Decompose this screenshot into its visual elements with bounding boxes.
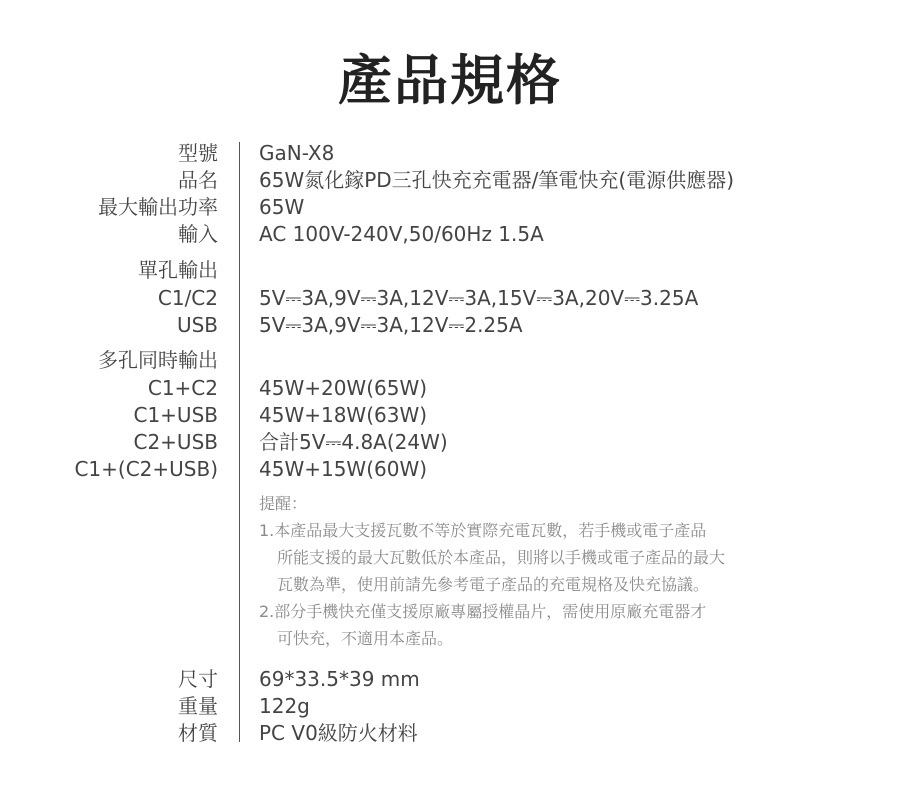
- c1-c2-label: C1+C2: [147, 376, 218, 400]
- c1c2-label: C1/C2: [157, 286, 218, 310]
- c1-c2usb-label: C1+(C2+USB): [74, 457, 218, 481]
- size-label: 尺寸: [178, 667, 218, 691]
- max-output-label: 最大輸出功率: [98, 195, 218, 219]
- page-title: 產品規格: [338, 49, 562, 112]
- column-divider: [239, 142, 240, 742]
- c1-usb-value: 45W+18W(63W): [259, 403, 428, 427]
- notes-line: 瓦數為準，使用前請先參考電子產品的充電規格及快充協議。: [277, 575, 710, 594]
- c1c2-value: 5V⎓3A,9V⎓3A,12V⎓3A,15V⎓3A,20V⎓3.25A: [259, 286, 699, 310]
- input-value: AC 100V-240V,50/60Hz 1.5A: [259, 222, 544, 246]
- material-label: 材質: [178, 721, 218, 745]
- product-name-label: 品名: [178, 168, 218, 192]
- notes-line: 所能支援的最大瓦數低於本產品，則將以手機或電子產品的最大: [277, 548, 726, 567]
- notes-line: 1.本產品最大支援瓦數不等於實際充電瓦數，若手機或電子產品: [259, 521, 707, 540]
- model-label: 型號: [178, 141, 218, 165]
- c2-usb-value: 合計5V⎓4.8A(24W): [259, 430, 448, 454]
- c1-c2-value: 45W+20W(65W): [259, 376, 428, 400]
- c2-usb-label: C2+USB: [133, 430, 218, 454]
- c1-c2usb-value: 45W+15W(60W): [259, 457, 428, 481]
- multi-port-heading: 多孔同時輸出: [98, 348, 218, 372]
- input-label: 輸入: [178, 222, 218, 246]
- model-value: GaN-X8: [259, 141, 335, 165]
- single-port-heading: 單孔輸出: [138, 258, 218, 282]
- weight-label: 重量: [178, 694, 218, 718]
- size-value: 69*33.5*39 mm: [259, 667, 420, 691]
- usb-label: USB: [176, 313, 218, 337]
- c1-usb-label: C1+USB: [133, 403, 218, 427]
- notes-line: 2.部分手機快充僅支援原廠專屬授權晶片，需使用原廠充電器才: [259, 602, 707, 621]
- max-output-value: 65W: [259, 195, 305, 219]
- notes-heading: 提醒：: [259, 494, 308, 513]
- weight-value: 122g: [259, 694, 310, 718]
- product-name-value: 65W氮化鎵PD三孔快充充電器/筆電快充(電源供應器): [259, 168, 735, 192]
- material-value: PC V0級防火材料: [259, 721, 418, 745]
- usb-value: 5V⎓3A,9V⎓3A,12V⎓2.25A: [259, 313, 523, 337]
- notes-line: 可快充，不適用本產品。: [277, 629, 454, 648]
